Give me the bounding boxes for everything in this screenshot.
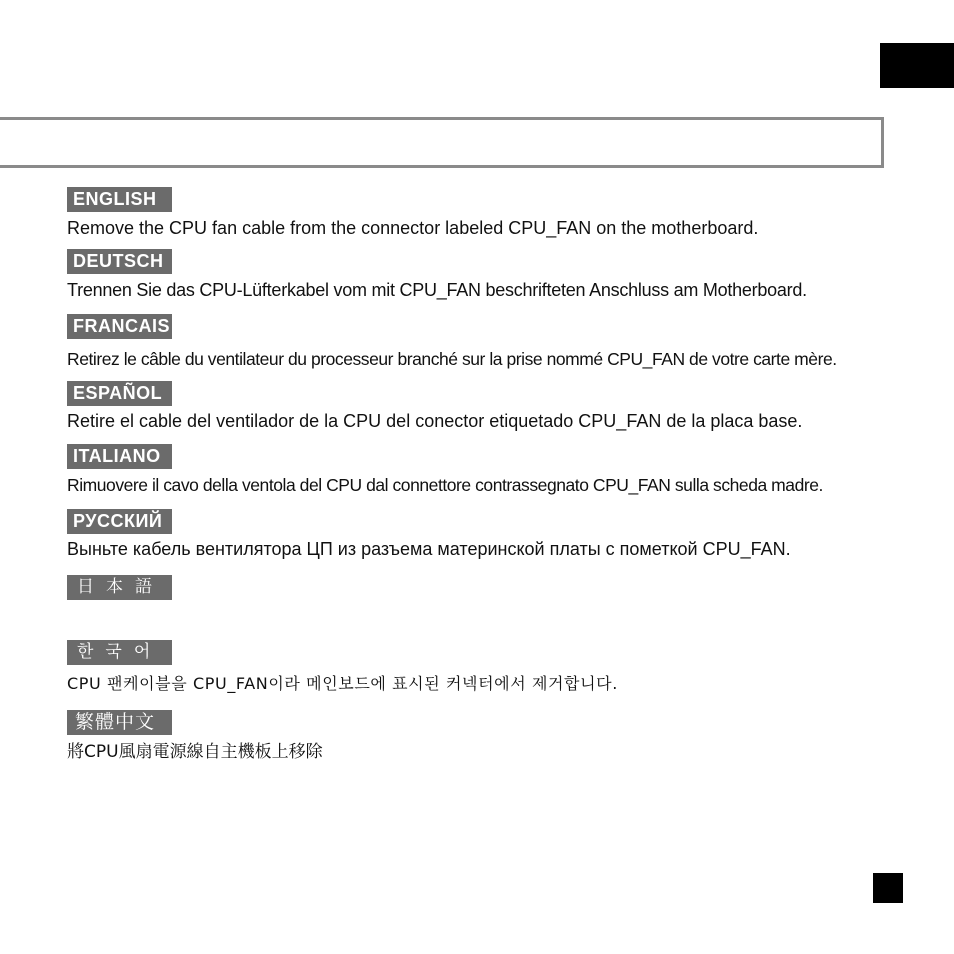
instruction-english: Remove the CPU fan cable from the connector labeled CPU_FAN on the motherboard. (67, 218, 759, 238)
badge-japanese: 日本語 (67, 575, 172, 600)
corner-tab (880, 43, 954, 88)
badge-russian: РУССКИЙ (67, 509, 172, 534)
instruction-francais: Retirez le câble du ventilateur du processeur branché sur la prise nommé CPU_FAN de votre carte mère. (67, 349, 837, 369)
badge-italiano: ITALIANO (67, 444, 172, 469)
badge-deutsch: DEUTSCH (67, 249, 172, 274)
badge-espanol: ESPAÑOL (67, 381, 172, 406)
badge-korean: 한국어 (67, 640, 172, 665)
badge-traditional-chinese: 繁體中文 (67, 710, 172, 735)
header-box (0, 117, 884, 168)
instruction-traditional-chinese: 將CPU風扇電源線自主機板上移除 (67, 742, 323, 762)
instruction-espanol: Retire el cable del ventilador de la CPU del conector etiquetado CPU_FAN de la placa base. (67, 411, 803, 431)
badge-english: ENGLISH (67, 187, 172, 212)
instruction-korean: CPU 팬케이블을 CPU_FAN이라 메인보드에 표시된 커넥터에서 제거합니다. (67, 674, 618, 693)
instruction-deutsch: Trennen Sie das CPU-Lüfterkabel vom mit CPU_FAN beschrifteten Anschluss am Motherboard. (67, 280, 807, 300)
instruction-italiano: Rimuovere il cavo della ventola del CPU dal connettore contrassegnato CPU_FAN sulla scheda madre. (67, 475, 823, 495)
badge-francais: FRANCAIS (67, 314, 172, 339)
instruction-russian: Выньте кабель вентилятора ЦП из разъема материнской платы с пометкой CPU_FAN. (67, 539, 791, 559)
page-marker (873, 873, 903, 903)
